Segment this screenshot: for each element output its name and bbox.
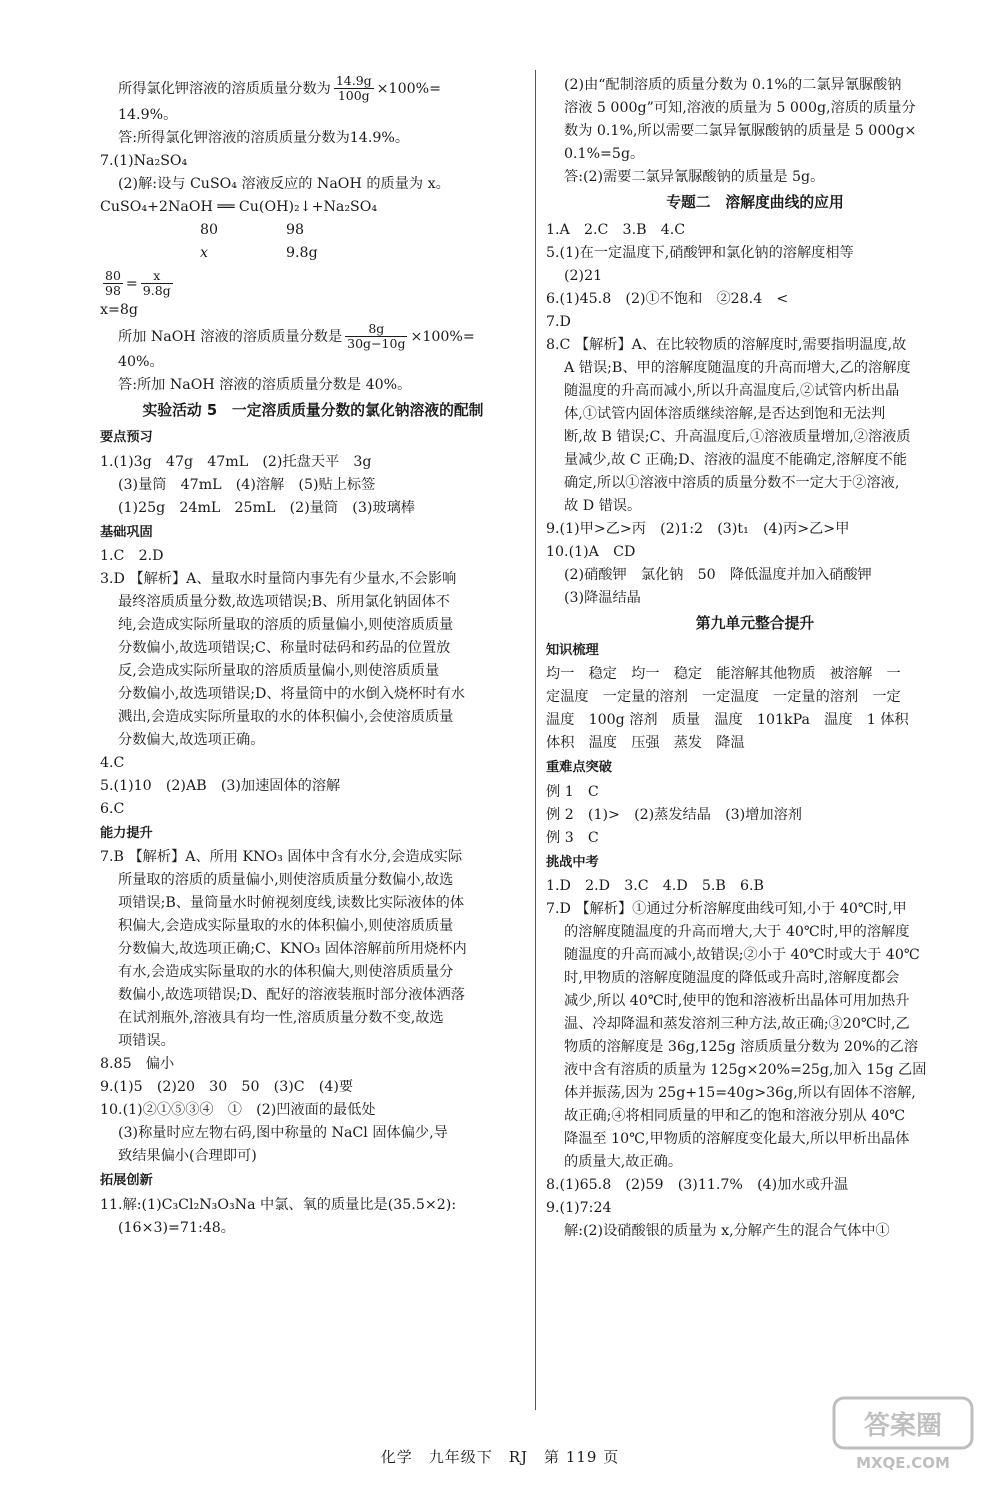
text-line: 答:所加 NaOH 溶液的溶质质量分数是 40%。: [118, 377, 412, 394]
text-line: 故 D 错误。: [564, 497, 642, 514]
text-line: 数为 0.1%,所以需要二氯异氰脲酸钠的质量是 5 000g×: [564, 123, 917, 139]
text-line: 体积 温度 压强 蒸发 降温: [546, 735, 745, 752]
text-line: 6.(1)45.8 (2)①不饱和 ②28.4 <: [546, 290, 789, 307]
numerator: 80: [105, 267, 121, 283]
watermark-logo: [828, 1394, 978, 1476]
text-line: 9.(1)甲>乙>丙 (2)1:2 (3)t₁ (4)丙>乙>甲: [546, 520, 850, 537]
text-line: 反,会造成实际所量取的溶质质量偏小,则使溶质质量: [118, 662, 440, 679]
text-line: 致结果偏小(合理即可): [118, 1148, 257, 1165]
text-line: 所量取的溶质的质量偏小,则使溶质质量分数偏小,故选: [118, 872, 454, 889]
subsection-heading: 挑战中考: [546, 854, 599, 870]
text-line: (2)由“配制溶质的质量分数为 0.1%的二氯异氰脲酸钠: [564, 77, 902, 93]
text-line: 例 1 C: [546, 783, 599, 800]
fraction: [345, 322, 407, 352]
subsection-heading: 拓展创新: [100, 1173, 153, 1189]
denominator: 98: [105, 283, 121, 299]
text-line: 10.(1)A CD: [546, 543, 636, 560]
fraction: [103, 269, 123, 299]
text-line: 溅出,会造成实际所量取的水的体积偏小,会使溶质质量: [118, 708, 454, 725]
left-column: [100, 73, 526, 1240]
text-line: 分数偏大,故选项正确;C、KNO₃ 固体溶解前所用烧杯内: [118, 941, 467, 958]
text-line: 的质量大,故正确。: [564, 1154, 683, 1171]
text-line: 9.(1)5 (2)20 30 50 (3)C (4)要: [100, 1079, 354, 1096]
text-line: 时,甲物质的溶解度随温度的降低或升高时,溶解度都会: [564, 970, 900, 987]
watermark-text-cn: 答案圈: [863, 1411, 943, 1441]
text-line: 分数偏大,故选项正确。: [118, 731, 265, 748]
text-line: 1.D 2.D 3.C 4.D 5.B 6.B: [546, 878, 764, 895]
text-line: 的溶解度随温度的升高而增大,大于 40℃时,甲的溶解度: [564, 924, 910, 941]
text-line: 例 2 (1)> (2)蒸发结晶 (3)增加溶剂: [546, 806, 802, 823]
ratio-line: $\frac{80}{98}$ = $\frac{x}{9.8g}$: [105, 267, 171, 299]
text-segment: ×100%=: [410, 328, 475, 345]
text-line: 8.C 【解析】A、在比较物质的溶解度时,需要指明温度,故: [546, 336, 907, 353]
watermark-text-url: MXQE.COM: [856, 1454, 950, 1472]
text-line: 液中含有溶质的质量为 125g×20%=25g,加入 15g 乙固: [564, 1062, 927, 1079]
text-line: 积偏大,会造成实际量取的水的体积偏小,则使溶质质量: [118, 918, 454, 935]
text-line: 例 3 C: [546, 829, 599, 846]
text-line: 体并振荡,因为 25g+15=40g>36g,所以有固体不溶解,: [564, 1085, 916, 1102]
equation-value: 98: [286, 221, 305, 238]
text-line: 项错误。: [118, 1033, 175, 1050]
denominator: 30g−10g: [347, 335, 406, 351]
text-line: (3)量筒 47mL (4)溶解 (5)贴上标签: [118, 476, 376, 493]
numerator: 14.9g: [335, 73, 372, 88]
text-line: 40%。: [118, 354, 164, 371]
section-title: 实验活动 5 一定溶质质量分数的氯化钠溶液的配制: [142, 402, 484, 420]
equation-value: 80: [200, 221, 219, 238]
fraction: [141, 269, 173, 299]
chemical-equation: CuSO₄+2NaOH ══ Cu(OH)₂↓+Na₂SO₄: [100, 198, 378, 215]
text-line: (2)解:设与 CuSO₄ 溶液反应的 NaOH 的质量为 x。: [118, 175, 450, 192]
text-line: (16×3)=71:48。: [118, 1219, 235, 1236]
numerator: x: [141, 269, 173, 284]
text-line: 确定,所以①溶液中溶质的质量分数不一定大于②溶液,: [564, 474, 900, 491]
text-line: 1.C 2.D: [100, 547, 164, 564]
text-line: 数偏小,故选项错误;D、配好的溶液装瓶时部分液体洒落: [118, 987, 465, 1004]
equation-row: [118, 219, 526, 242]
section-title: 专题二 溶解度曲线的应用: [666, 194, 844, 211]
column-divider: [535, 70, 536, 1410]
text-line: (2)硝酸钾 氯化钠 50 降低温度并加入硝酸钾: [564, 566, 872, 583]
page-footer: 化学 九年级下 RJ 第 119 页: [380, 1448, 620, 1466]
text-line: 定温度 一定量的溶剂 一定温度 一定量的溶剂 一定: [546, 689, 901, 706]
text-line: 分数偏小,故选项错误;D、将量筒中的水倒入烧杯时有水: [118, 685, 465, 702]
text-line: 9.(1)7:24: [546, 1200, 612, 1217]
text-line: (1)25g 24mL 25mL (2)量筒 (3)玻璃棒: [118, 499, 415, 516]
text-line: 物质的溶解度是 36g,125g 溶质质量分数为 20%的乙溶: [564, 1039, 919, 1056]
text-line: (2)21: [564, 267, 603, 284]
fraction: [334, 74, 374, 104]
text-line: 项错误;B、量筒量水时俯视刻度线,读数比实际液体的体: [118, 895, 465, 912]
text-line: 6.C: [100, 800, 125, 817]
numerator: 8g: [345, 322, 407, 337]
text-line: 减少,所以 40℃时,使甲的饱和溶液析出晶体可用加热升: [564, 993, 910, 1010]
text-line: (3)称量时应左物右码,图中称量的 NaCl 固体偏少,导: [118, 1125, 448, 1142]
text-line: x=8g: [100, 301, 138, 318]
text-line: 分数偏小,故选项错误;C、称量时砝码和药品的位置放: [118, 639, 451, 656]
text-line: 8.85 偏小: [100, 1056, 175, 1073]
text-line: 答:(2)需要二氯异氰脲酸钠的质量是 5g。: [564, 169, 825, 185]
subsection-heading: 重难点突破: [546, 760, 612, 776]
text-line: 8.(1)65.8 (2)59 (3)11.7% (4)加水或升温: [546, 1177, 849, 1194]
subsection-heading: 知识梳理: [546, 642, 599, 658]
text-line: 在试剂瓶外,溶液具有均一性,溶质质量分数不变,故选: [118, 1010, 444, 1027]
text-line: 答:所得氯化钾溶液的溶质质量分数为14.9%。: [118, 129, 410, 146]
text-line: 纯,会造成实际所量取的溶质的质量偏小,则使溶质质量: [118, 616, 454, 633]
right-column: [546, 74, 964, 1243]
text-line: 降温至 10℃,甲物质的溶解度变化最大,所以甲析出晶体: [564, 1131, 910, 1148]
naoh-fraction-line: [118, 322, 526, 352]
text-line: 随温度的升高而减小,所以升高温度后,②试管内析出晶: [564, 382, 900, 399]
equation-value: 9.8g: [286, 244, 318, 261]
text-segment: 所加 NaOH 溶液的溶质质量分数是: [118, 328, 343, 345]
text-line: 7.D: [546, 313, 571, 330]
section-title: 第九单元整合提升: [695, 614, 815, 632]
subsection-heading: 基础巩固: [100, 524, 153, 540]
text-line: 温、冷却降温和蒸发溶剂三种方法,故正确;③20℃时,乙: [564, 1016, 910, 1033]
subsection-heading: 要点预习: [100, 430, 153, 446]
kcl-fraction-line: [118, 74, 526, 104]
denominator: 100g: [337, 88, 370, 104]
subsection-heading: 能力提升: [100, 825, 153, 841]
text-line: 5.(1)10 (2)AB (3)加速固体的溶解: [100, 777, 341, 794]
text-line: 随温度的升高而减小,故错误;②小于 40℃时或大于 40℃: [564, 947, 920, 964]
text-line: 3.D 【解析】A、量取水时量筒内事先有少量水,不会影响: [100, 570, 457, 587]
text-line: 14.9%。: [118, 106, 178, 123]
text-line: 11.解:(1)C₃Cl₂N₃O₃Na 中氯、氧的质量比是(35.5×2):: [100, 1196, 457, 1213]
equation-row: [118, 242, 526, 265]
text-segment: 所得氯化钾溶液的溶质质量分数为: [118, 80, 331, 97]
text-line: A 错误;B、甲的溶解度随温度的升高而增大,乙的溶解度: [564, 359, 911, 376]
equation-value: x: [200, 244, 209, 261]
denominator: 9.8g: [142, 283, 171, 299]
text-line: 7.D 【解析】①通过分析溶解度曲线可知,小于 40℃时,甲: [546, 901, 907, 918]
text-line: 10.(1)②①⑤③④ ① (2)凹液面的最低处: [100, 1102, 376, 1119]
text-line: 4.C: [100, 754, 125, 771]
text-line: 最终溶质质量分数,故选项错误;B、所用氯化钠固体不: [118, 593, 450, 610]
text-line: 7.(1)Na₂SO₄: [100, 152, 188, 169]
text-line: 量减少,故 C 正确;D、溶液的温度不能确定,溶解度不能: [564, 451, 907, 468]
text-line: 5.(1)在一定温度下,硝酸钾和氯化钠的溶解度相等: [546, 244, 854, 261]
text-line: 解:(2)设硝酸银的质量为 x,分解产生的混合气体中①: [564, 1223, 890, 1240]
text-line: 故正确;④将相同质量的甲和乙的饱和溶液分别从 40℃: [564, 1108, 906, 1125]
text-line: 有水,会造成实际量取的水的体积偏大,则使溶质质量分: [118, 964, 454, 981]
text-line: 7.B 【解析】A、所用 KNO₃ 固体中含有水分,会造成实际: [100, 849, 463, 866]
text-line: 1.(1)3g 47g 47mL (2)托盘天平 3g: [100, 453, 372, 470]
text-line: 均一 稳定 均一 稳定 能溶解其他物质 被溶解 一: [546, 666, 901, 683]
text-line: 0.1%=5g。: [564, 146, 645, 162]
text-line: 1.A 2.C 3.B 4.C: [546, 221, 686, 238]
text-segment: ×100%=: [376, 80, 442, 97]
text-line: 溶液 5 000g”可知,溶液的质量为 5 000g,溶质的质量分: [564, 100, 916, 116]
text-line: 体,①试管内固体溶质继续溶解,是否达到饱和无法判: [564, 405, 886, 422]
text-line: 温度 100g 溶剂 质量 温度 101kPa 温度 1 体积: [546, 712, 909, 729]
text-line: (3)降温结晶: [564, 589, 641, 606]
text-line: 断,故 B 错误;C、升高温度后,①溶液质量增加,②溶液质: [564, 428, 911, 445]
